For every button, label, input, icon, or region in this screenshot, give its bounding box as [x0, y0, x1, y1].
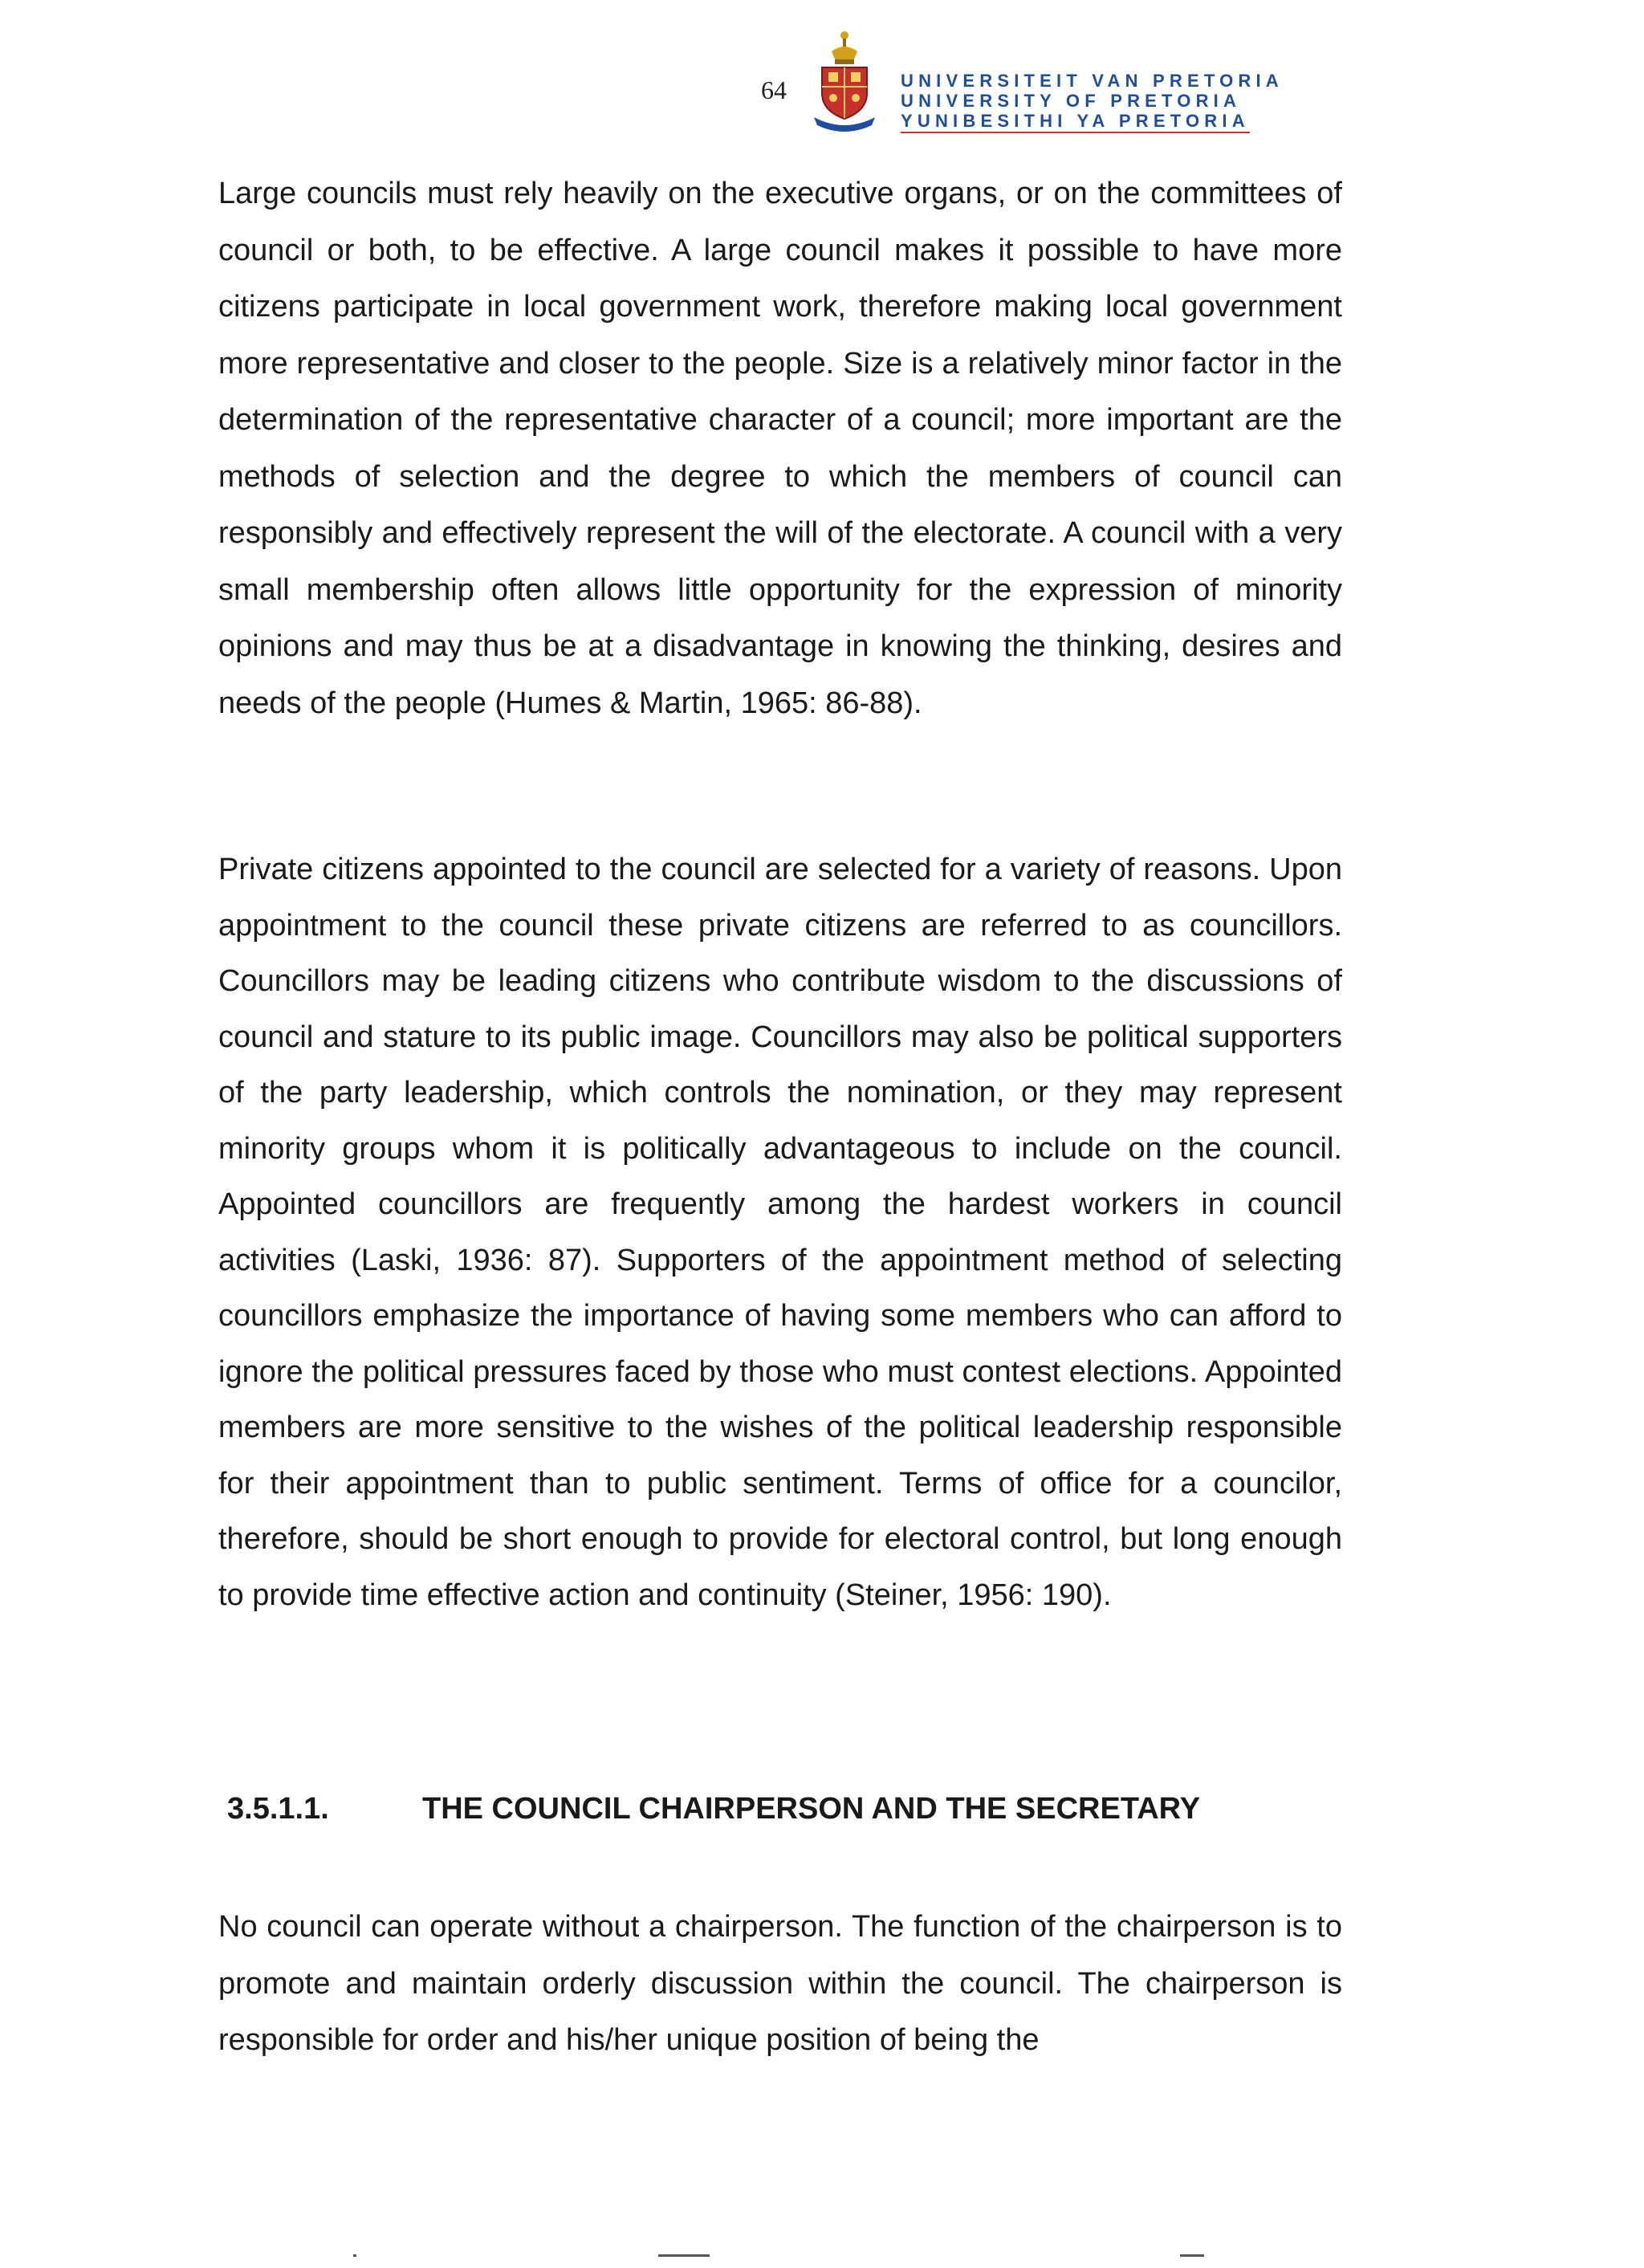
- university-name: [901, 71, 1284, 133]
- section-heading: [227, 1792, 1200, 1826]
- paragraph-chairperson: No council can operate without a chairperson. The function of the chairperson is to promote and maintain orderly discussion within the council. The chairperson is responsible for order and his/her unique position of being the: [218, 1910, 1342, 2057]
- scan-edge-artifacts: [0, 2248, 1644, 2264]
- paragraph-council-size: Large councils must rely heavily on the executive organs, or on the committees of council or both, to be effective. A large council makes it possible to have more citizens participate in local government work, therefore making local government more representative and closer to the people. Size is a relatively minor factor in the determination of the representative character of a council; more important are the methods of selection and the degree to which the members of council can responsibly and effectively represent the will of the electorate. A council with a very small membership often allows little opportunity for the expression of minority opinions and may thus be at a disadvantage in knowing the thinking, desires and needs of the people (Humes & Martin, 1965: 86-88).: [218, 177, 1342, 720]
- page-number: 64: [761, 75, 787, 104]
- section-title: THE COUNCIL CHAIRPERSON AND THE SECRETARY: [422, 1792, 1201, 1826]
- university-name-afrikaans: UNIVERSITEIT VAN PRETORIA: [901, 71, 1284, 91]
- university-name-sepedi: YUNIBESITHI YA PRETORIA: [901, 111, 1250, 133]
- university-name-english: UNIVERSITY OF PRETORIA: [901, 91, 1242, 111]
- section-number: 3.5.1.1.: [227, 1792, 329, 1826]
- paragraph-appointed-councillors: Private citizens appointed to the council are selected for a variety of reasons. Upon appointment to the council these private citizens are referred to as councillors. Councillors may be leading citizens who contribute wisdom to the discussions of council and stature to its public image. Councillors may also be political supporters of the party leadership, which controls the nomination, or they may represent minority groups whom it is politically advantageous to include on the council. Appointed councillors are frequently among the hardest workers in council activities (Laski, 1936: 87). Supporters of the appointment method of selecting councillors emphasize the importance of having some members who can afford to ignore the political pressures faced by those who must contest elections. Appointed members are more sensitive to the wishes of the political leadership responsible for their appointment than to public sentiment. Terms of office for a councilor, therefore, should be short enough to provide for electoral control, but long enough to provide time effective action and continuity (Steiner, 1956: 190).: [218, 853, 1342, 1612]
- university-crest-icon: [811, 27, 878, 132]
